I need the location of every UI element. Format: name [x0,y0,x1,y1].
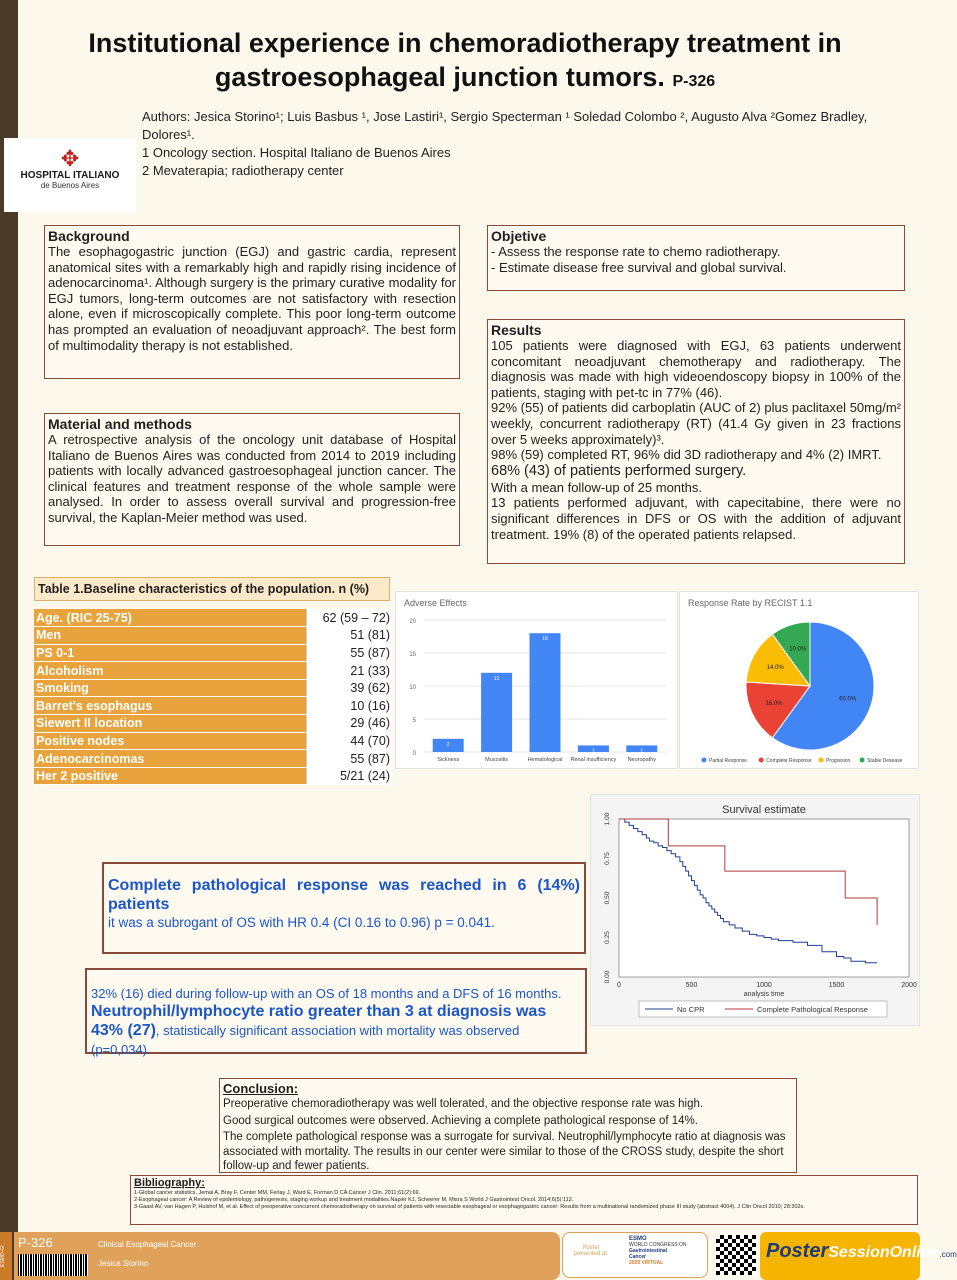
congress-line: WORLD CONGRESS ON [629,1242,687,1248]
bar [481,673,512,752]
results-paragraph: 98% (59) completed RT, 96% did 3D radiotherapy and 4% (2) IMRT. [491,447,882,463]
objective-list [491,244,901,275]
y-tick-label: 0.00 [604,970,611,984]
nlr-tail: , statistically significant association with mortality was observed (p=0,034). [91,1023,520,1057]
table-row [34,679,392,697]
methods-section [44,413,460,546]
table-row [34,609,392,627]
row-value: 44 (70) [306,732,392,750]
conclusion-paragraph: Good surgical outcomes were observed. Achieving a complete pathological response of 14%. [223,1114,698,1127]
row-label: Barret's esophagus [34,697,306,715]
footer-info-bar [94,1232,560,1280]
methods-heading: Material and methods [48,416,192,432]
legend-label: Stable Desease [867,758,903,764]
x-tick-label: 500 [685,982,698,989]
bibliography-heading: Bibliography: [134,1177,205,1189]
bar-chart-title: Adverse Effects [404,598,467,608]
congress-line: 2020 VIRTUAL [629,1260,664,1266]
row-value: 55 (87) [306,750,392,768]
pie-chart-svg [680,592,920,770]
slice-label: 16.0% [765,700,783,707]
row-label: Age. (RIC 25-75) [34,609,306,627]
slice-label: 14.0% [766,664,784,671]
y-tick-label: 0.25 [604,931,611,944]
table-row [34,750,392,768]
poster-session-brand [760,1232,957,1280]
bibliography-ref: 2-Esophageal cancer: A Review of epidemiology, pathogenesis, staging workup and treatment modalities.Napier KJ, Scheerer M, Misra S World J Gastrointest Oncol. 2014;6(5):112. [134,1197,574,1203]
legend-label: No CPR [677,1005,705,1014]
table-row [34,767,392,785]
row-label: Her 2 positive [34,767,306,785]
bibliography-section [130,1175,918,1225]
cpr-callout [102,862,586,954]
table-row [34,662,392,680]
congress-line: Gastrointestinal [629,1248,668,1254]
row-label: PS 0-1 [34,644,306,662]
footer-code-box [14,1232,94,1280]
objective-item: - Estimate disease free survival and global survival. [491,260,901,276]
results-surgery: 68% (43) of patients performed surgery. [491,462,747,479]
footer-side-code: ESMO-GI [0,1232,12,1280]
background-heading: Background [48,228,130,244]
row-label: Adenocarcinomas [34,750,306,768]
brand-left: Poster [766,1240,829,1262]
objective-section [487,225,905,291]
bar-value-label: 18 [542,636,548,643]
row-value: 21 (33) [306,662,392,680]
background-section [44,225,460,379]
bibliography-ref: 1-Global cancer statistics. Jemal A, Bray F, Center MM, Ferlay J, Ward E, Forman D CA Cancer J Clin. 2011;61(2):69. [134,1190,421,1196]
slice-label: 10.0% [789,646,807,653]
row-value: 10 (16) [306,697,392,715]
brand-right: SessionOnline [828,1244,940,1261]
congress-line: Cancer [629,1254,646,1260]
bar-chart-svg [396,592,679,770]
congress-logo [629,1236,705,1266]
x-tick-label: Hematological [527,757,563,763]
bar-value-label: 1 [640,748,644,755]
survival-title: Survival estimate [722,804,806,816]
mortality-callout [85,968,587,1057]
congress-badge [562,1232,708,1278]
results-paragraph: 105 patients were diagnosed with EGJ, 63 patients underwent concomitant neoadjuvant chemotherapy and radiotherapy. The diagnosis was made with high videoendoscopy biopsy in 100% of the patients, staging with pet-tc in 77% (46). [491,338,901,400]
survival-chart-svg [591,795,921,1027]
footer-category: Clinical Esophageal Cancer [98,1240,197,1249]
footer [0,1232,957,1280]
authors-line: Authors: Jesica Storino¹; Luis Basbus ¹, Jose Lastiri¹, Sergio Specterman ¹ Soledad Colombo ², Augusto Alva ²Gomez Bradley, Dolores¹. [142,109,868,142]
y-tick-label: 20 [409,619,416,625]
hospital-cross-icon: ✥ [60,146,80,171]
pie-chart-title: Response Rate by RECIST 1.1 [688,598,813,608]
results-heading: Results [491,322,542,338]
row-label: Positive nodes [34,732,306,750]
hospital-logo [4,138,136,212]
table-row [34,715,392,733]
results-paragraph: 92% (55) of patients did carboplatin (AUC of 2) plus paclitaxel 50mg/m² weekly, concurrent radiotherapy (RT) (41.4 Gy given in 23 fractions over 5 weeks approximately)³. [491,400,901,447]
poster-code: P-326 [672,73,716,90]
table-row [34,644,392,662]
x-tick-label: 2000 [901,982,917,989]
y-tick-label: 0.75 [604,852,611,865]
bibliography-ref: 3-Gaast AV, van Hagen P, Hulshof M, et al. Effect of preoperative concurrent chemoradiotherapy on survival of patients with resectable esophageal or esophagogastric cancer: Results from a multinational randomized phase III study (abstract 4004). J Clin Oncol 2010; 28:302s. [134,1204,805,1210]
row-value: 5/21 (24) [306,767,392,785]
x-axis-label: analysis time [743,991,785,998]
cpr-detail: it was a subrogant of OS with HR 0.4 (CI 0.16 to 0.96) p = 0.041. [108,915,495,930]
adverse-effects-chart [395,591,678,769]
footer-poster-code: P-326 [18,1235,53,1250]
footer-author: Jesica Storino [98,1259,149,1268]
row-label: Alcoholism [34,662,306,680]
conclusion-section [219,1078,797,1173]
table-row [34,732,392,750]
legend-label: Progresion [826,758,851,764]
title-text: Institutional experience in chemoradiotherapy treatment in gastroesophageal junction tumors. [88,28,842,92]
mortality-line: 32% (16) died during follow-up with an OS of 18 months and a DFS of 16 months. [91,986,562,1001]
row-value: 55 (87) [306,644,392,662]
legend-swatch [759,758,764,763]
nlr-headline: Neutrophil/lymphocyte ratio greater than 3 at diagnosis was 43% (27) [91,1003,547,1039]
row-label: Smoking [34,679,306,697]
methods-text: A retrospective analysis of the oncology unit database of Hospital Italiano de Buenos Aires was conducted from 2014 to 2019 including patients with locally advanced gastroesophageal junction cancer. The clinical features and treatment response of the whole sample were analysed. In order to assess overall survival and progression-free survival, the Kaplan-Meier method was used. [48,432,456,525]
y-tick-label: 5 [412,718,416,724]
congress-brand: ESMO [629,1236,647,1242]
brand-suffix: .com [939,1250,957,1259]
row-value: 51 (81) [306,627,392,645]
y-tick-label: 0.50 [604,891,611,905]
affiliation-2: 2 Mevaterapia; radiotherapy center [142,163,344,178]
objective-item: - Assess the response rate to chemo radiotherapy. [491,244,901,260]
legend-swatch [860,758,865,763]
y-tick-label: 15 [409,652,416,658]
x-tick-label: Sickness [437,757,460,763]
legend-label: Complete Response [766,758,812,764]
y-tick-label: 10 [409,685,416,691]
response-rate-chart [679,591,919,769]
results-paragraph: With a mean follow-up of 25 months. [491,479,702,495]
bar-value-label: 2 [446,741,450,748]
row-value: 29 (46) [306,715,392,733]
row-value: 39 (62) [306,679,392,697]
logo-name: HOSPITAL ITALIANO [20,170,120,181]
bar [530,633,561,752]
x-tick-label: Neuropathy [627,757,657,763]
legend-label: Complete Pathological Response [757,1005,868,1014]
authors-block [142,108,902,180]
baseline-table [34,609,392,785]
logo-subtitle: de Buenos Aires [40,181,100,190]
barcode-icon [18,1254,88,1276]
row-label: Siewert II location [34,715,306,733]
poster-title [30,26,900,99]
x-tick-label: Mucositis [485,757,509,763]
y-tick-label: 0 [412,751,416,757]
results-section [487,319,905,564]
x-tick-label: 1000 [756,982,772,989]
results-paragraph: 13 patients performed adjuvant, with capecitabine, there were no significant differences in DFS or OS with the addition of adjuvant treatment. 19% (8) of the operated patients relapsed. [491,495,901,542]
table-row [34,627,392,645]
conclusion-paragraph: Preoperative chemoradiotherapy was well tolerated, and the objective response rate was high. [223,1098,704,1110]
legend-swatch [819,758,824,763]
row-value: 62 (59 – 72) [306,609,392,627]
cpr-headline: Complete pathological response was reached in 6 (14%) patients [108,877,580,913]
bar-value-label: 1 [592,748,595,755]
baseline-table-grid [34,609,392,785]
slice-label: 60.0% [839,696,857,703]
x-tick-label: Renal insufficiency [570,757,617,763]
conclusion-paragraph: The complete pathological response was a surrogate for survival. Neutrophil/lymphocyte ratio at diagnosis was associated with mortality. The results in our center were similar to those of the CROSS study, despite the short follow-up and fewer patients. [223,1131,786,1172]
nlr-statement [91,1002,581,1059]
affiliation-1: 1 Oncology section. Hospital Italiano de Buenos Aires [142,145,451,160]
background-text: The esophagogastric junction (EGJ) and gastric cardia, represent anatomical sites with a remarkably high and rapidly rising incidence of adenocarcinoma¹. Although surgery is the primary curative modality for EGJ tumors, long-term outcomes are not satisfactory with resection alone, even if microscopically complete. This poor long-term outcome has prompted an evaluation of neoadjuvant approach². The best form of multimodality therapy is not established. [48,244,456,353]
qr-code-icon [716,1235,756,1275]
table-title: Table 1.Baseline characteristics of the population. n (%) [34,577,390,601]
table-row [34,697,392,715]
row-label: Men [34,627,306,645]
legend-swatch [702,758,707,763]
objective-heading: Objetive [491,228,547,244]
conclusion-heading: Conclusion: [223,1081,299,1096]
presented-label: Poster presented at: [573,1245,609,1257]
bar-value-label: 12 [493,675,500,682]
x-tick-label: 0 [617,982,621,989]
legend-label: Partial Response [709,758,748,764]
y-tick-label: 1.00 [604,812,611,826]
survival-chart [590,794,920,1026]
x-tick-label: 1500 [828,982,845,989]
